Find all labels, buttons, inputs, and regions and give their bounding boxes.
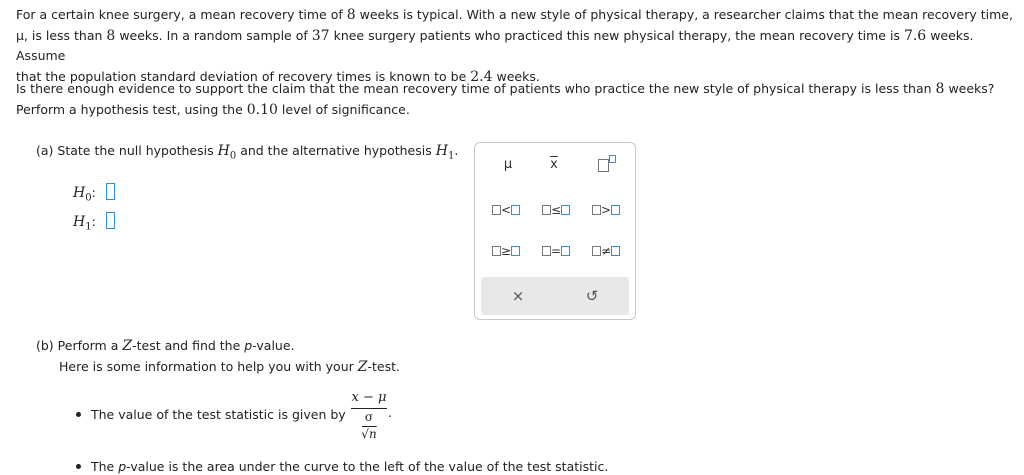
subscript-1: 1 bbox=[85, 221, 92, 233]
op-symbol: = bbox=[550, 244, 562, 258]
bullet-text: -value is the area under the curve to the left of the value of the test statistic. bbox=[126, 459, 609, 474]
op-symbol: ≠ bbox=[600, 244, 612, 258]
null-hypothesis-row bbox=[73, 183, 115, 204]
symbol-palette bbox=[474, 142, 636, 320]
problem-text: that the population standard deviation of recovery times is known to be bbox=[16, 68, 467, 84]
op-symbol: ≤ bbox=[550, 203, 562, 217]
problem-statement bbox=[16, 5, 1016, 87]
box-icon bbox=[611, 246, 620, 256]
subscript-0: 0 bbox=[229, 150, 237, 162]
op-symbol: ≥ bbox=[500, 244, 512, 258]
palette-greater-equal-button[interactable] bbox=[481, 244, 531, 258]
palette-less-than-button[interactable] bbox=[481, 203, 531, 217]
box-icon bbox=[511, 205, 520, 215]
mu-symbol: μ bbox=[16, 27, 24, 43]
box-icon bbox=[542, 246, 551, 256]
part-a-text: (a) State the null hypothesis bbox=[36, 143, 214, 158]
palette-not-equal-button[interactable] bbox=[581, 244, 631, 258]
box-icon bbox=[611, 205, 620, 215]
part-a-text: and the alternative hypothesis bbox=[240, 143, 432, 158]
subscript-1: 1 bbox=[447, 150, 455, 162]
reset-icon[interactable]: ↺ bbox=[585, 287, 599, 305]
bullet-text: The value of the test statistic is given by bbox=[91, 407, 346, 422]
op-symbol: > bbox=[600, 203, 612, 217]
info-text: Here is some information to help you with your bbox=[59, 359, 354, 374]
part-b-info bbox=[59, 359, 400, 375]
formula-sqrt-n bbox=[351, 427, 387, 442]
alternative-hypothesis-row bbox=[73, 212, 115, 233]
p-symbol: p bbox=[244, 338, 253, 353]
problem-text: weeks is typical. With a new style of physical therapy, a researcher claims that the mean recovery time, bbox=[359, 7, 1013, 22]
bullet-p-value bbox=[76, 459, 608, 474]
palette-greater-than-button[interactable] bbox=[581, 203, 631, 217]
sqrt-icon: √ bbox=[361, 427, 369, 441]
bullet-dot bbox=[76, 464, 81, 469]
clear-button[interactable]: × bbox=[511, 287, 525, 305]
n-symbol: n bbox=[368, 427, 377, 441]
claim-value: 8 bbox=[935, 81, 945, 97]
box-icon bbox=[492, 205, 501, 215]
question-text: level of significance. bbox=[281, 101, 410, 117]
h-symbol: H bbox=[217, 143, 230, 159]
part-b-prompt bbox=[36, 338, 295, 354]
colon: : bbox=[91, 214, 96, 229]
claim-value: 8 bbox=[106, 27, 116, 44]
superscript-box-icon bbox=[609, 155, 616, 163]
part-a-prompt bbox=[36, 143, 458, 162]
problem-text: knee surgery patients who practiced this new physical therapy, the mean recovery time is bbox=[333, 27, 900, 43]
box-icon bbox=[492, 246, 501, 256]
formula-numerator: x − μ bbox=[351, 390, 387, 405]
alternative-hypothesis-input[interactable] bbox=[106, 212, 115, 229]
formula-sigma: σ bbox=[364, 410, 374, 424]
part-b-text: (b) Perform a bbox=[36, 338, 119, 353]
test-statistic-formula bbox=[351, 390, 387, 442]
null-hypothesis-input[interactable] bbox=[106, 183, 115, 200]
box-icon bbox=[542, 205, 551, 215]
bullet-dot bbox=[76, 412, 81, 417]
problem-text: , is less than bbox=[23, 27, 103, 43]
base-box-icon bbox=[598, 159, 609, 172]
subscript-0: 0 bbox=[85, 192, 92, 204]
bullet-test-statistic bbox=[76, 407, 346, 422]
population-sd-value: 2.4 bbox=[470, 68, 493, 85]
colon: : bbox=[91, 185, 96, 200]
bullet-text: The bbox=[91, 459, 115, 474]
box-icon bbox=[592, 246, 601, 256]
h-symbol: H bbox=[435, 143, 448, 159]
p-symbol: p bbox=[118, 459, 127, 474]
info-text: -test. bbox=[367, 359, 400, 374]
h1-label: H bbox=[73, 214, 86, 230]
palette-superscript-button[interactable] bbox=[590, 155, 624, 174]
question-text: Perform a hypothesis test, using the bbox=[16, 101, 243, 117]
box-icon bbox=[561, 246, 570, 256]
palette-xbar-button[interactable]: $\overline{x}$ bbox=[550, 157, 558, 172]
problem-text: For a certain knee surgery, a mean recovery time of bbox=[16, 7, 343, 22]
sample-size-value: 37 bbox=[311, 27, 330, 44]
palette-less-equal-button[interactable] bbox=[531, 203, 581, 217]
significance-level-value: 0.10 bbox=[246, 101, 278, 118]
part-b-text: -test and find the bbox=[132, 338, 241, 353]
question-text: weeks? bbox=[948, 81, 995, 96]
part-b-text: -value. bbox=[252, 338, 295, 353]
box-icon bbox=[511, 246, 520, 256]
palette-action-bar bbox=[481, 277, 629, 315]
op-symbol: < bbox=[500, 203, 512, 217]
period: . bbox=[454, 143, 459, 158]
z-symbol: Z bbox=[357, 359, 368, 375]
h0-label: H bbox=[73, 185, 86, 201]
formula-period: . bbox=[388, 405, 392, 420]
sample-mean-value: 7.6 bbox=[903, 27, 927, 44]
box-icon bbox=[592, 205, 601, 215]
typical-mean-value: 8 bbox=[346, 7, 356, 23]
question-statement bbox=[16, 79, 1016, 120]
box-icon bbox=[561, 205, 570, 215]
palette-equal-button[interactable] bbox=[531, 244, 581, 258]
z-symbol: Z bbox=[122, 338, 133, 354]
problem-text: weeks. bbox=[496, 68, 540, 84]
question-text: Is there enough evidence to support the claim that the mean recovery time of patients who practice the new style of physical therapy is less than bbox=[16, 81, 932, 96]
palette-mu-button[interactable]: μ bbox=[503, 157, 513, 172]
problem-text: weeks. In a random sample of bbox=[119, 27, 308, 43]
problem-text: weeks. Assume bbox=[16, 27, 974, 63]
